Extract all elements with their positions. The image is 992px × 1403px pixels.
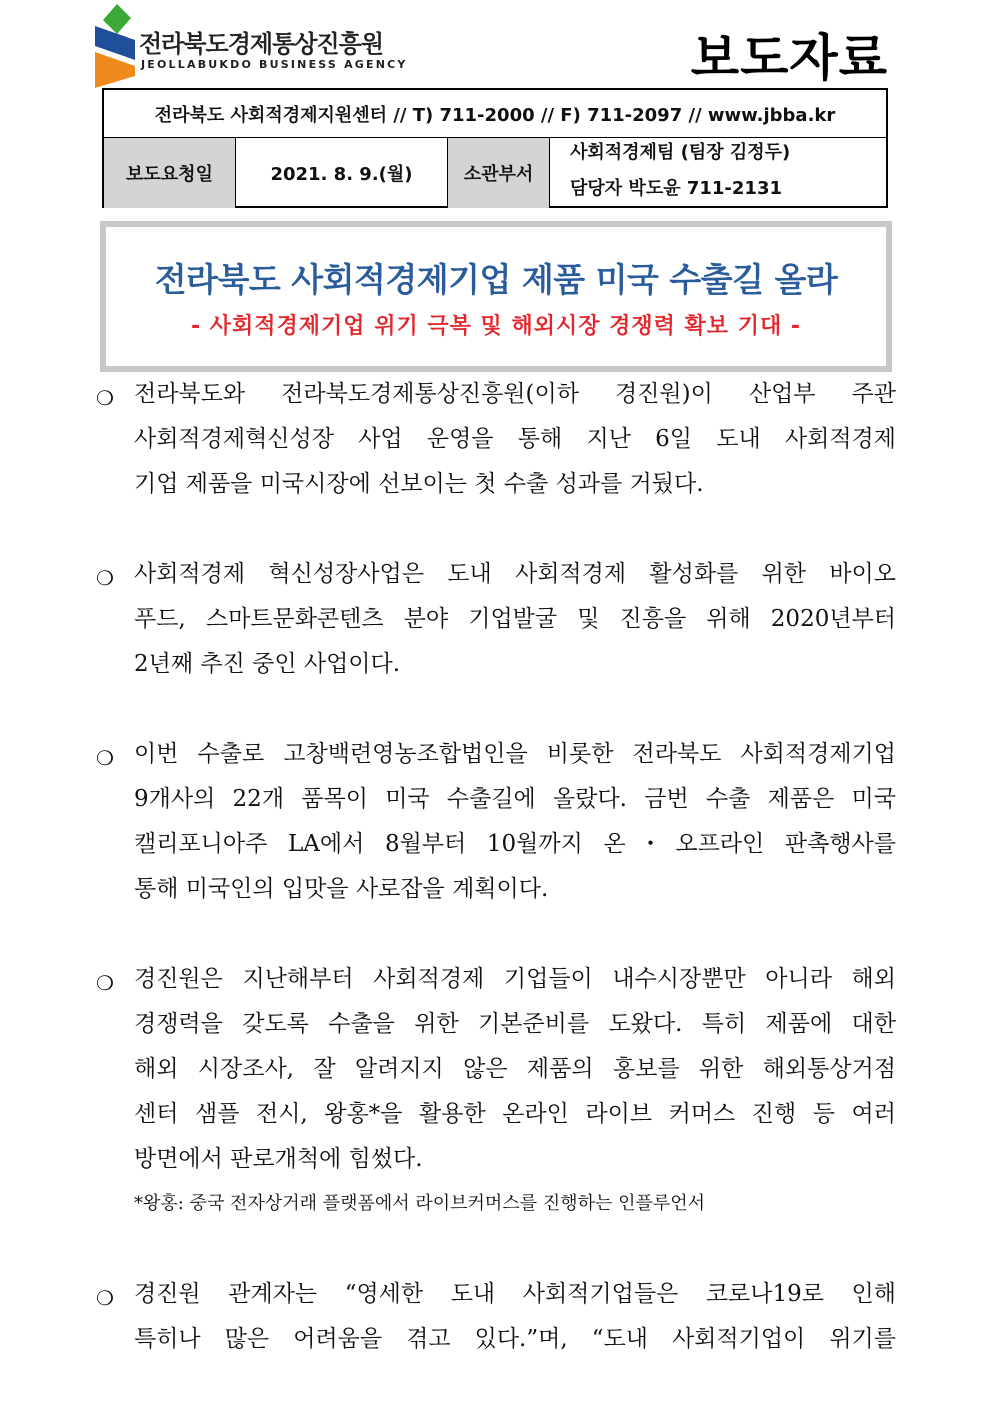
bullet-circle-icon: ❍	[96, 746, 114, 770]
request-date-value: 2021. 8. 9.(월)	[236, 138, 448, 208]
paragraph-line: 특히나 많은 어려움을 겪고 있다.”며, “도내 사회적기업이 위기를	[134, 1326, 896, 1352]
org-name-en: JEOLLABUKDO BUSINESS AGENCY	[141, 58, 408, 71]
paragraph-2	[96, 552, 896, 687]
paragraph-line: 사회적경제혁신성장 사업 운영을 통해 지난 6일 도내 사회적경제	[134, 426, 896, 452]
paragraph-4	[96, 957, 896, 1182]
paragraph-line: 방면에서 판로개척에 힘썼다.	[134, 1146, 423, 1172]
paragraph-line: 경진원은 지난해부터 사회적경제 기업들이 내수시장뿐만 아니라 해외	[134, 966, 896, 992]
paragraph-line: 2년째 추진 중인 사업이다.	[134, 651, 401, 677]
bullet-circle-icon: ❍	[96, 1286, 114, 1310]
dept-team: 사회적경제팀 (팀장 김정두)	[570, 142, 791, 163]
info-table	[102, 88, 888, 208]
paragraph-line: 푸드, 스마트문화콘텐츠 분야 기업발굴 및 진흥을 위해 2020년부터	[134, 606, 896, 632]
paragraph-1	[96, 372, 896, 507]
subheadline: - 사회적경제기업 위기 극복 및 해외시장 경쟁력 확보 기대 -	[191, 314, 801, 339]
bullet-circle-icon: ❍	[96, 971, 114, 995]
paragraph-line: 경진원 관계자는 “영세한 도내 사회적기업들은 코로나19로 인해	[134, 1281, 896, 1307]
headline: 전라북도 사회적경제기업 제품 미국 수출길 올라	[154, 260, 838, 299]
bullet-circle-icon: ❍	[96, 566, 114, 590]
paragraph-line: 전라북도와 전라북도경제통상진흥원(이하 경진원)이 산업부 주관	[134, 381, 896, 407]
contact-row: 전라북도 사회적경제지원센터 // T) 711-2000 // F) 711-2097 // www.jbba.kr	[104, 90, 886, 138]
bullet-circle-icon: ❍	[96, 386, 114, 410]
paragraph-line: 사회적경제 혁신성장사업은 도내 사회적경제 활성화를 위한 바이오	[134, 561, 896, 587]
org-name: 전라북도경제통상진흥원	[139, 30, 384, 58]
paragraph-line: 경쟁력을 갖도록 수출을 위한 기본준비를 도왔다. 특히 제품에 대한	[134, 1011, 896, 1037]
paragraph-5	[96, 1272, 896, 1362]
paragraph-3	[96, 732, 896, 912]
org-logo	[95, 4, 408, 88]
logo-mark-icon	[95, 4, 139, 88]
paragraph-line: 캘리포니아주 LA에서 8월부터 10월까지 온・오프라인 판촉행사를	[134, 831, 896, 857]
dept-label: 소관부서	[448, 138, 550, 208]
footnote: *왕홍: 중국 전자상거래 플랫폼에서 라이브커머스를 진행하는 인플루언서	[134, 1193, 706, 1214]
paragraph-line: 통해 미국인의 입맛을 사로잡을 계획이다.	[134, 876, 549, 902]
doc-type-title: 보도자료	[690, 29, 888, 87]
paragraph-line: 기업 제품을 미국시장에 선보이는 첫 수출 성과를 거뒀다.	[134, 471, 704, 497]
paragraph-line: 9개사의 22개 품목이 미국 수출길에 올랐다. 금번 수출 제품은 미국	[134, 786, 896, 812]
title-box	[100, 221, 892, 372]
paragraph-line: 센터 샘플 전시, 왕홍*을 활용한 온라인 라이브 커머스 진행 등 여러	[134, 1101, 896, 1127]
paragraph-line: 해외 시장조사, 잘 알려지지 않은 제품의 홍보를 위한 해외통상거점	[134, 1056, 896, 1082]
dept-value	[550, 138, 886, 208]
request-date-label: 보도요청일	[104, 138, 236, 208]
paragraph-line: 이번 수출로 고창백련영농조합법인을 비롯한 전라북도 사회적경제기업	[134, 741, 896, 767]
dept-contact: 담당자 박도윤 711-2131	[570, 178, 783, 199]
